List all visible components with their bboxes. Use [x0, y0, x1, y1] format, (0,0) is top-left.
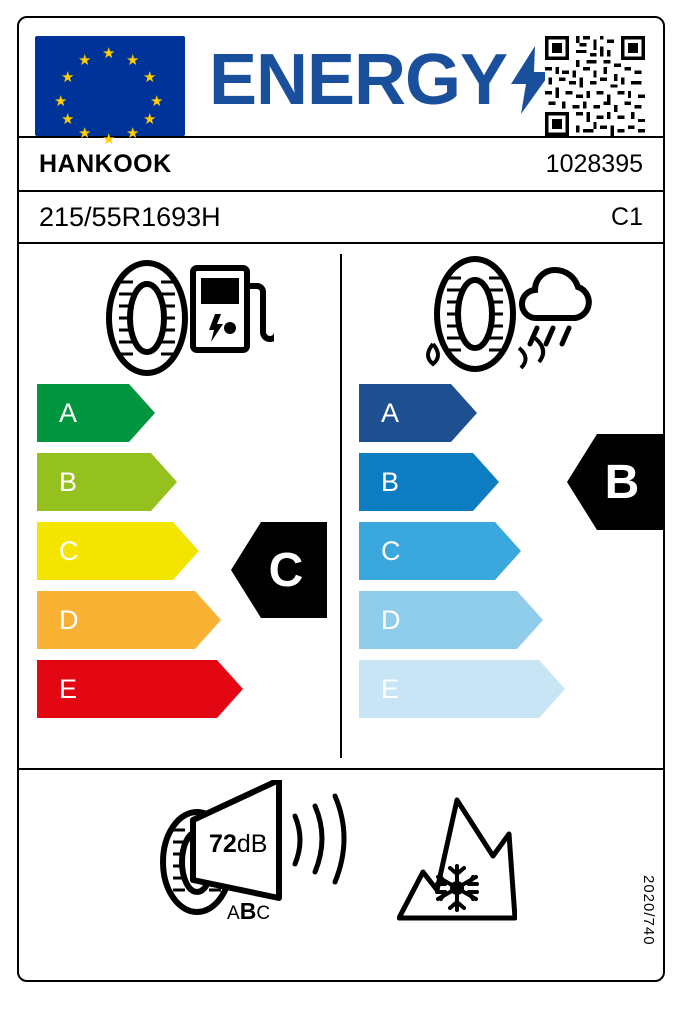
tyre-size: 215/55R1693H: [39, 201, 221, 232]
tyre-rain-cloud-icon: [407, 256, 607, 386]
product-code: 1028395: [545, 149, 643, 178]
tyre-energy-label: [17, 16, 665, 982]
grade-bar: A: [37, 384, 155, 442]
wet-grip-column: [341, 244, 663, 768]
grade-bar: D: [37, 591, 221, 649]
grade-bar: B: [37, 453, 177, 511]
wet-picto-area: [341, 244, 663, 384]
noise-snow-section: [19, 770, 663, 970]
size-row: [19, 192, 663, 242]
grade-bar: A: [359, 384, 477, 442]
fuel-picto-area: [19, 244, 341, 384]
tyre-class: C1: [611, 202, 643, 231]
grade-bar: D: [359, 591, 543, 649]
grade-bar: C: [37, 522, 199, 580]
grade-bar: E: [37, 660, 243, 718]
noise-class-scale: ABC: [227, 898, 271, 924]
qr-code-icon: [545, 36, 645, 136]
grade-bar: B: [359, 453, 499, 511]
wet-rating-arrow: [567, 434, 663, 530]
fuel-rating-value: C: [268, 543, 304, 597]
fuel-rating-arrow: [231, 522, 327, 618]
ratings-section: [19, 244, 663, 768]
eu-flag-icon: ★ ★ ★ ★ ★ ★ ★ ★ ★ ★ ★ ★: [35, 36, 185, 136]
page-title: ENERGY: [209, 40, 508, 120]
three-peak-mountain-snowflake-icon: [397, 794, 517, 924]
grade-bar: C: [359, 522, 521, 580]
brand-name: HANKOOK: [39, 149, 172, 178]
label-header: [19, 18, 663, 148]
brand-row: [19, 138, 663, 190]
fuel-efficiency-column: [19, 244, 341, 768]
label-date: 2020/740: [640, 875, 657, 946]
tyre-fuel-pump-icon: [89, 256, 274, 376]
wet-rating-value: B: [604, 455, 640, 509]
noise-value: 72dB: [209, 830, 268, 858]
grade-bar: E: [359, 660, 565, 718]
